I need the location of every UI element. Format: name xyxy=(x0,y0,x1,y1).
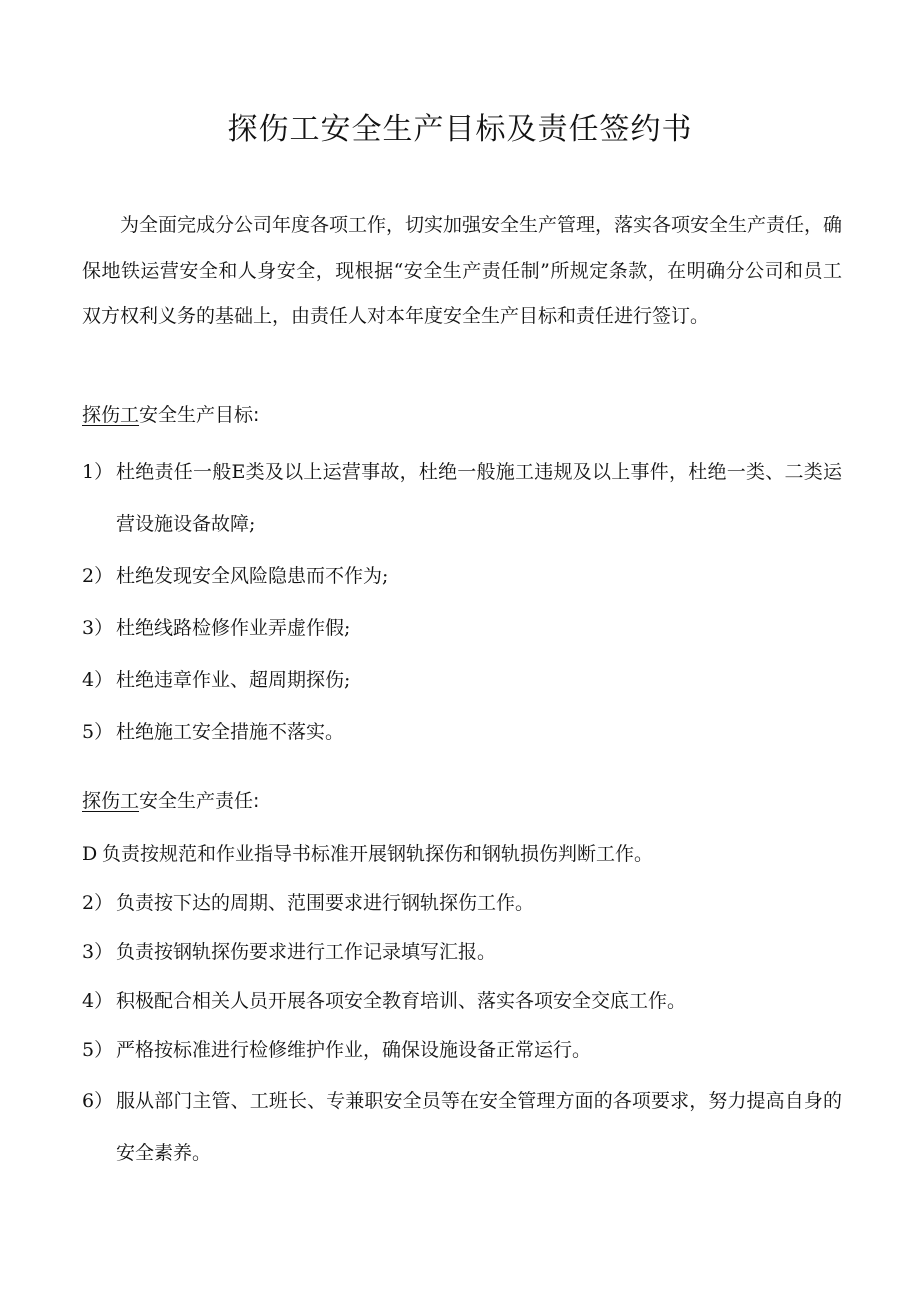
goal-item xyxy=(82,602,842,654)
responsibility-text: 负责按钢轨探伤要求进行工作记录填写汇报。 xyxy=(116,941,497,963)
responsibility-text: 积极配合相关人员开展各项安全教育培训、落实各项安全交底工作。 xyxy=(116,990,687,1012)
responsibility-text: 严格按标准进行检修维护作业，确保设施设备正常运行。 xyxy=(116,1039,592,1061)
goal-number: 4） xyxy=(82,669,114,691)
goals-heading-rest: 安全生产目标: xyxy=(139,404,260,426)
goals-list xyxy=(82,446,842,758)
goal-text: 杜绝责任一般E类及以上运营事故，杜绝一般施工违规及以上事件，杜绝一类、二类运营设施设备故障; xyxy=(116,461,842,535)
goal-text: 杜绝违章作业、超周期探伤; xyxy=(116,669,351,691)
intro-paragraph: 为全面完成分公司年度各项工作，切实加强安全生产管理，落实各项安全生产责任，确保地铁运营安全和人身安全，现根据“安全生产责任制”所规定条款，在明确分公司和员工双方权利义务的基础上，由责任人对本年度安全生产目标和责任进行签订。 xyxy=(82,214,843,327)
goal-number: 5） xyxy=(82,721,114,743)
responsibilities-heading-underlined: 探伤工 xyxy=(82,790,140,812)
responsibility-item xyxy=(82,1075,842,1179)
goals-heading xyxy=(82,400,259,430)
responsibility-item xyxy=(82,928,842,977)
goal-text: 杜绝发现安全风险隐患而不作为; xyxy=(116,565,389,587)
goal-number: 1） xyxy=(82,461,114,483)
responsibility-number: 6） xyxy=(82,1090,114,1112)
responsibility-item xyxy=(82,1026,842,1075)
responsibility-number: 4） xyxy=(82,990,114,1012)
responsibilities-heading-rest: 安全生产责任: xyxy=(139,790,260,812)
responsibility-text: 服从部门主管、工班长、专兼职安全员等在安全管理方面的各项要求，努力提高自身的安全素养。 xyxy=(116,1090,842,1164)
document-title: 探伤工安全生产目标及责任签约书 xyxy=(227,112,693,147)
goal-item xyxy=(82,654,842,706)
goals-heading-underlined: 探伤工 xyxy=(82,404,140,426)
responsibility-text: 负责按规范和作业指导书标准开展钢轨探伤和钢轨损伤判断工作。 xyxy=(102,843,654,865)
responsibility-number: D xyxy=(82,843,98,865)
responsibility-item xyxy=(82,830,842,879)
goal-item xyxy=(82,550,842,602)
responsibility-item xyxy=(82,879,842,928)
responsibility-number: 3） xyxy=(82,941,114,963)
goal-text: 杜绝施工安全措施不落实。 xyxy=(116,721,345,743)
responsibilities-list xyxy=(82,830,842,1179)
goal-item xyxy=(82,706,842,758)
responsibilities-heading xyxy=(82,786,259,816)
responsibility-item xyxy=(82,977,842,1026)
goal-number: 3） xyxy=(82,617,114,639)
responsibility-number: 2） xyxy=(82,892,114,914)
goal-item xyxy=(82,446,842,550)
goal-text: 杜绝线路检修作业弄虚作假; xyxy=(116,617,351,639)
responsibility-text: 负责按下达的周期、范围要求进行钢轨探伤工作。 xyxy=(116,892,535,914)
responsibility-number: 5） xyxy=(82,1039,114,1061)
goal-number: 2） xyxy=(82,565,114,587)
